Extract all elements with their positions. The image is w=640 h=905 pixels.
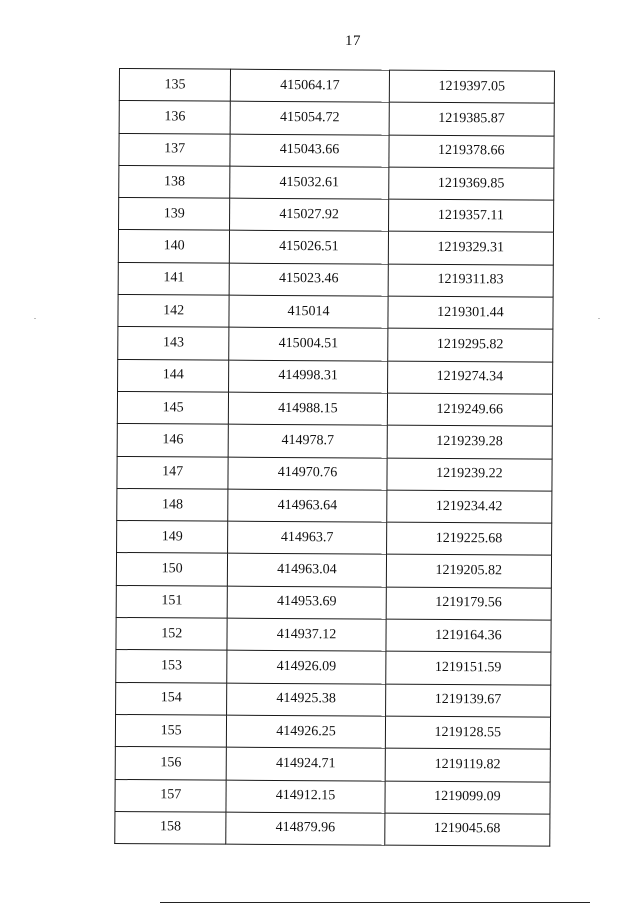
x-coordinate-cell: 415032.61 <box>230 166 389 199</box>
y-coordinate-cell: 1219301.44 <box>388 296 554 329</box>
bottom-rule <box>160 902 590 903</box>
x-coordinate-cell: 415014 <box>229 295 388 328</box>
table-row <box>119 69 554 104</box>
x-coordinate-cell: 414926.09 <box>227 651 386 684</box>
scan-speck <box>598 318 600 319</box>
y-coordinate-cell: 1219045.68 <box>384 813 550 846</box>
x-coordinate-cell: 415064.17 <box>231 69 390 102</box>
x-coordinate-cell: 414963.7 <box>228 521 387 554</box>
y-coordinate-cell: 1219357.11 <box>388 199 554 232</box>
table-row <box>118 295 553 330</box>
x-coordinate-cell: 415054.72 <box>230 101 389 134</box>
point-id-cell: 152 <box>116 618 228 651</box>
point-id-cell: 136 <box>119 101 231 134</box>
point-id-cell: 157 <box>115 779 227 812</box>
y-coordinate-cell: 1219385.87 <box>389 102 555 135</box>
point-id-cell: 153 <box>116 650 228 683</box>
table-row <box>117 456 552 491</box>
y-coordinate-cell: 1219249.66 <box>387 393 553 426</box>
y-coordinate-cell: 1219225.68 <box>386 522 552 555</box>
table-row <box>115 811 550 846</box>
point-id-cell: 138 <box>119 165 231 198</box>
x-coordinate-cell: 414926.25 <box>227 715 386 748</box>
x-coordinate-cell: 414925.38 <box>227 683 386 716</box>
point-id-cell: 156 <box>115 747 227 780</box>
table-row <box>117 391 552 426</box>
table-row <box>116 585 551 620</box>
table-row <box>115 714 550 749</box>
point-id-cell: 154 <box>116 682 228 715</box>
table-row <box>118 262 553 297</box>
table-row <box>119 165 554 200</box>
point-id-cell: 150 <box>116 553 228 586</box>
x-coordinate-cell: 415004.51 <box>229 328 388 361</box>
y-coordinate-cell: 1219164.36 <box>386 619 552 652</box>
point-id-cell: 137 <box>119 133 231 166</box>
y-coordinate-cell: 1219378.66 <box>389 135 555 168</box>
point-id-cell: 145 <box>117 391 229 424</box>
y-coordinate-cell: 1219179.56 <box>386 587 552 620</box>
point-id-cell: 151 <box>116 585 228 618</box>
y-coordinate-cell: 1219295.82 <box>387 329 553 362</box>
x-coordinate-cell: 414988.15 <box>229 392 388 425</box>
point-id-cell: 146 <box>117 424 229 457</box>
y-coordinate-cell: 1219151.59 <box>385 651 551 684</box>
x-coordinate-cell: 414998.31 <box>229 360 388 393</box>
y-coordinate-cell: 1219369.85 <box>388 167 554 200</box>
table-row <box>117 488 552 523</box>
point-id-cell: 135 <box>119 69 231 102</box>
table-row <box>119 101 554 136</box>
x-coordinate-cell: 414963.04 <box>228 554 387 587</box>
point-id-cell: 148 <box>117 488 229 521</box>
point-id-cell: 143 <box>118 327 230 360</box>
x-coordinate-cell: 414963.64 <box>228 489 387 522</box>
x-coordinate-cell: 414924.71 <box>227 747 386 780</box>
y-coordinate-cell: 1219119.82 <box>385 748 551 781</box>
table-row <box>115 779 550 814</box>
y-coordinate-cell: 1219234.42 <box>386 490 552 523</box>
scan-speck <box>34 318 36 319</box>
y-coordinate-cell: 1219239.22 <box>387 458 553 491</box>
table-row <box>119 133 554 168</box>
page-number: 17 <box>345 33 361 49</box>
y-coordinate-cell: 1219329.31 <box>388 232 554 265</box>
table-row <box>115 747 550 782</box>
table-row <box>116 650 551 685</box>
point-id-cell: 149 <box>117 521 229 554</box>
y-coordinate-cell: 1219128.55 <box>385 716 551 749</box>
y-coordinate-cell: 1219139.67 <box>385 684 551 717</box>
x-coordinate-cell: 415027.92 <box>230 198 389 231</box>
point-id-cell: 139 <box>119 198 231 231</box>
point-id-cell: 147 <box>117 456 229 489</box>
table-row <box>118 359 553 394</box>
x-coordinate-cell: 414912.15 <box>226 780 385 813</box>
y-coordinate-cell: 1219311.83 <box>388 264 554 297</box>
table-row <box>117 424 552 459</box>
table-row <box>116 553 551 588</box>
x-coordinate-cell: 415026.51 <box>230 231 389 264</box>
x-coordinate-cell: 414953.69 <box>228 586 387 619</box>
y-coordinate-cell: 1219099.09 <box>385 781 551 814</box>
table-row <box>117 521 552 556</box>
point-id-cell: 140 <box>118 230 230 263</box>
point-id-cell: 158 <box>115 811 227 844</box>
y-coordinate-cell: 1219274.34 <box>387 361 553 394</box>
x-coordinate-cell: 414970.76 <box>228 457 387 490</box>
y-coordinate-cell: 1219397.05 <box>389 70 555 103</box>
point-id-cell: 141 <box>118 262 230 295</box>
x-coordinate-cell: 414937.12 <box>227 618 386 651</box>
x-coordinate-cell: 414879.96 <box>226 812 385 845</box>
table-row <box>116 682 551 717</box>
x-coordinate-cell: 415023.46 <box>229 263 388 296</box>
point-id-cell: 155 <box>115 714 227 747</box>
coordinate-table <box>114 68 555 847</box>
y-coordinate-cell: 1219239.28 <box>387 425 553 458</box>
x-coordinate-cell: 415043.66 <box>230 134 389 167</box>
point-id-cell: 144 <box>118 359 230 392</box>
table-row <box>118 327 553 362</box>
y-coordinate-cell: 1219205.82 <box>386 555 552 588</box>
table-row <box>118 230 553 265</box>
coordinate-table-body <box>115 69 555 847</box>
table-row <box>119 198 554 233</box>
x-coordinate-cell: 414978.7 <box>228 424 387 457</box>
point-id-cell: 142 <box>118 295 230 328</box>
table-row <box>116 618 551 653</box>
